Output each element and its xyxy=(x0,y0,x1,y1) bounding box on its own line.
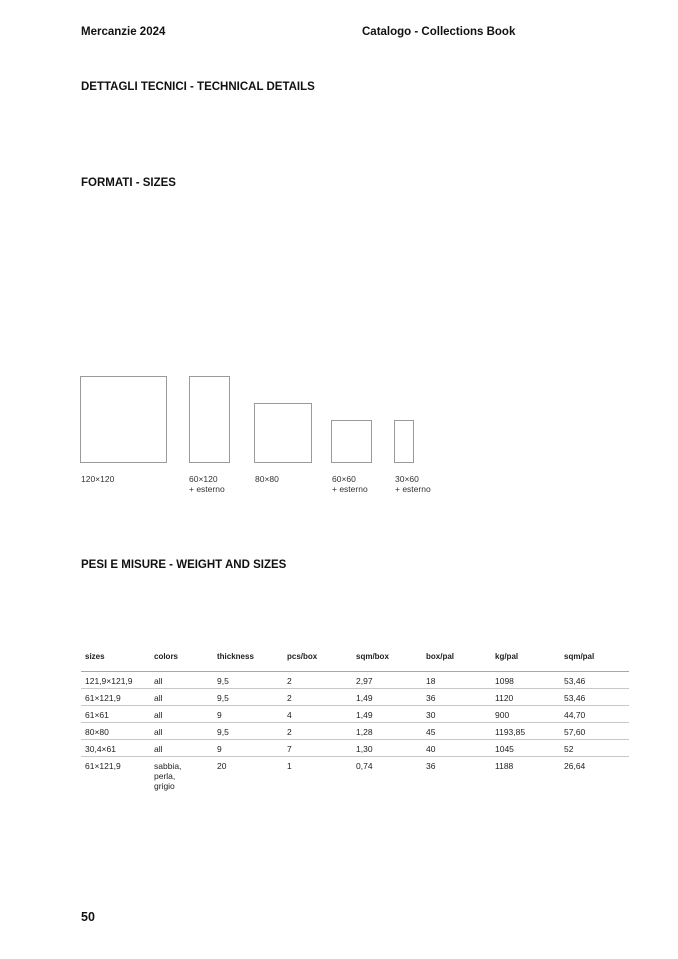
cell-sizes: 80×80 xyxy=(81,723,150,740)
tile-60x60 xyxy=(331,420,372,463)
table-row xyxy=(81,706,629,723)
format-size: 30×60 xyxy=(395,474,419,484)
cell-sqm-pal: 53,46 xyxy=(560,689,629,706)
cell-sizes: 30,4×61 xyxy=(81,740,150,757)
column-header: sizes xyxy=(81,652,150,672)
cell-colors: all xyxy=(150,672,213,689)
cell-sizes: 61×121,9 xyxy=(81,689,150,706)
cell-sqm-pal: 53,46 xyxy=(560,672,629,689)
header-doc-title: Mercanzie 2024 xyxy=(81,26,166,38)
cell-sqm-box: 0,74 xyxy=(356,761,373,771)
cell-kg-pal: 1193,85 xyxy=(491,723,560,740)
cell-pcs-box: 1 xyxy=(287,761,292,771)
cell-box-pal: 30 xyxy=(422,706,491,723)
cell-pcs-box: 4 xyxy=(283,706,352,723)
tile-60x120 xyxy=(189,376,230,463)
cell-pcs-box: 7 xyxy=(283,740,352,757)
cell-kg-pal: 1098 xyxy=(491,672,560,689)
cell-colors xyxy=(150,757,213,794)
cell-sqm-pal: 52 xyxy=(560,740,629,757)
cell-sqm-pal: 57,60 xyxy=(560,723,629,740)
cell-thickness: 9,5 xyxy=(213,723,283,740)
table-row xyxy=(81,740,629,757)
cell-sqm-box: 1,28 xyxy=(352,723,422,740)
format-size: 80×80 xyxy=(255,474,279,484)
cell-sqm-box: 1,49 xyxy=(352,689,422,706)
column-header: pcs/box xyxy=(283,652,352,672)
cell-kg-pal: 1045 xyxy=(491,740,560,757)
format-note: + esterno xyxy=(189,484,225,494)
cell-sqm-box: 1,49 xyxy=(352,706,422,723)
cell-thickness: 9,5 xyxy=(213,689,283,706)
cell-colors: all xyxy=(150,723,213,740)
color-option: grigio xyxy=(154,781,175,791)
format-size: 60×120 xyxy=(189,474,218,484)
section-formats: FORMATI - SIZES xyxy=(81,177,176,189)
format-size: 60×60 xyxy=(332,474,356,484)
color-option: perla, xyxy=(154,771,176,781)
cell-kg-pal: 1120 xyxy=(491,689,560,706)
cell-sqm-box: 1,30 xyxy=(352,740,422,757)
table-row xyxy=(81,723,629,740)
color-option: sabbia, xyxy=(154,761,182,771)
cell-sizes: 121,9×121,9 xyxy=(81,672,150,689)
column-header: box/pal xyxy=(422,652,491,672)
cell-colors: all xyxy=(150,689,213,706)
cell-thickness: 9,5 xyxy=(213,672,283,689)
tile-120x120 xyxy=(80,376,167,463)
cell-pcs-box: 2 xyxy=(283,723,352,740)
cell-pcs-box: 2 xyxy=(283,672,352,689)
cell-box-pal: 40 xyxy=(422,740,491,757)
cell-box-pal: 36 xyxy=(426,761,436,771)
cell-thickness: 9 xyxy=(213,706,283,723)
cell-sizes: 61×121,9 xyxy=(85,761,121,771)
format-note: + esterno xyxy=(395,484,431,494)
column-header: sqm/box xyxy=(352,652,422,672)
cell-sqm-pal: 44,70 xyxy=(560,706,629,723)
table-row xyxy=(81,672,629,689)
cell-box-pal: 36 xyxy=(422,689,491,706)
page-number: 50 xyxy=(81,910,95,924)
cell-thickness: 9 xyxy=(213,740,283,757)
table-row xyxy=(81,689,629,706)
table-header-row xyxy=(81,652,629,672)
tile-80x80 xyxy=(254,403,312,463)
cell-sqm-box: 2,97 xyxy=(352,672,422,689)
format-label xyxy=(395,474,431,494)
cell-colors: all xyxy=(150,740,213,757)
cell-kg-pal: 900 xyxy=(491,706,560,723)
table-row xyxy=(81,757,629,794)
cell-thickness: 20 xyxy=(217,761,227,771)
cell-colors: all xyxy=(150,706,213,723)
format-label xyxy=(255,474,279,484)
header-catalog-title: Catalogo - Collections Book xyxy=(362,26,516,38)
tile-30x60 xyxy=(394,420,414,463)
cell-sizes: 61×61 xyxy=(81,706,150,723)
column-header: kg/pal xyxy=(491,652,560,672)
format-size: 120×120 xyxy=(81,474,115,484)
cell-box-pal: 45 xyxy=(422,723,491,740)
format-label xyxy=(332,474,368,494)
format-note: + esterno xyxy=(332,484,368,494)
format-label xyxy=(81,474,114,484)
column-header: thickness xyxy=(213,652,283,672)
cell-sqm-pal: 26,64 xyxy=(564,761,586,771)
specs-table xyxy=(81,652,629,793)
section-weights: PESI E MISURE - WEIGHT AND SIZES xyxy=(81,559,287,571)
cell-kg-pal: 1188 xyxy=(495,761,514,771)
column-header: sqm/pal xyxy=(560,652,629,672)
cell-pcs-box: 2 xyxy=(283,689,352,706)
section-technical-details: DETTAGLI TECNICI - TECHNICAL DETAILS xyxy=(81,81,315,93)
format-label xyxy=(189,474,225,494)
cell-box-pal: 18 xyxy=(422,672,491,689)
column-header: colors xyxy=(150,652,213,672)
